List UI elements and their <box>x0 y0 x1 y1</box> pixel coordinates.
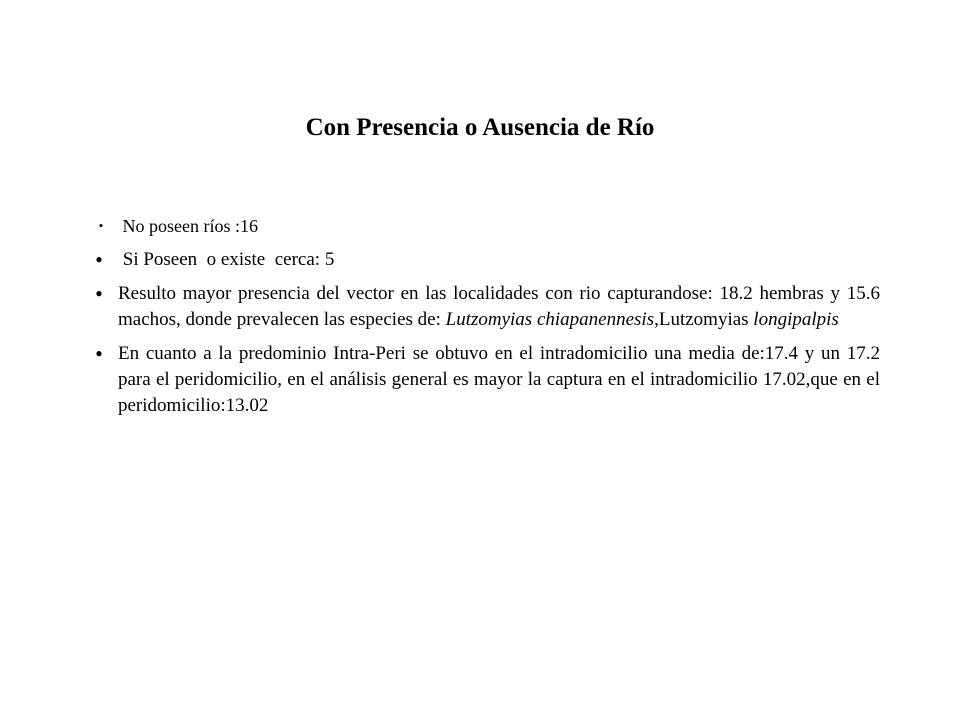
bullet-text: Resulto mayor presencia del vector en las localidades con rio capturandose: 18.2 hembras y 15.6 machos, donde prevalecen las especies de: <box>118 283 880 330</box>
bullet-icon: • <box>98 218 104 233</box>
bullet-icon: • <box>95 247 103 272</box>
bullet-item-result <box>80 281 880 333</box>
bullet-icon: • <box>95 281 103 306</box>
bullet-text: En cuanto a la predominio Intra-Peri se obtuvo en el intradomicilio una media de:17.4 y un 17.2 para el peridomicilio, en el análisis general es mayor la captura en el intradomicilio 17.02,que en el peridomicilio:13.02 <box>118 343 880 416</box>
bullet-icon: • <box>95 341 103 366</box>
bullet-item-no-rivers <box>80 213 880 239</box>
species-separator: ,Lutzomyias <box>654 309 754 330</box>
slide-title: Con Presencia o Ausencia de Río <box>305 114 655 141</box>
bullet-text: Si Poseen o existe cerca: 5 <box>118 249 335 270</box>
species-name: Lutzomyias chiapanennesis <box>445 309 655 330</box>
bullet-item-has-rivers <box>80 247 880 273</box>
bullet-text: No poseen ríos :16 <box>118 216 258 236</box>
species-name: longipalpis <box>753 309 839 330</box>
bullet-item-intra-peri <box>80 341 880 419</box>
bullet-list <box>80 213 880 427</box>
